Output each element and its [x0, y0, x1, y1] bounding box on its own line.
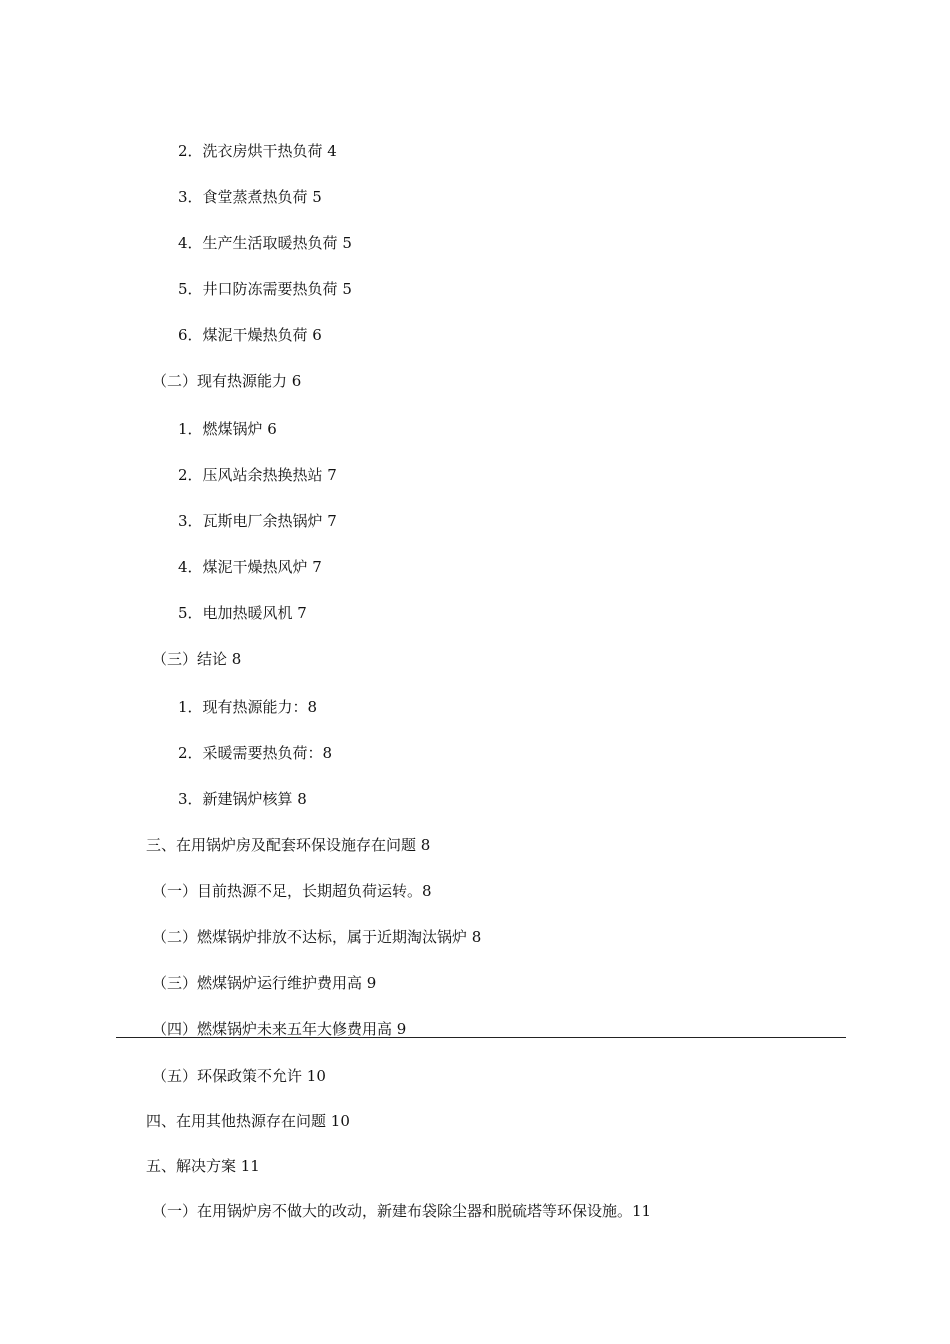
page-divider	[116, 1037, 846, 1038]
toc-entry-laundry-drying: 2．洗衣房烘干热负荷 4	[178, 142, 337, 160]
toc-section-env-policy: （五）环保政策不允许 10	[152, 1067, 326, 1085]
toc-section-conclusion: （三）结论 8	[152, 650, 242, 668]
toc-section-existing-heat-source: （二）现有热源能力 6	[152, 372, 302, 390]
toc-chapter-boiler-problems: 三、在用锅炉房及配套环保设施存在问题 8	[146, 836, 431, 854]
toc-entry-heating-demand: 2．采暖需要热负荷：8	[178, 744, 333, 762]
toc-entry-new-boiler-calc: 3．新建锅炉核算 8	[178, 790, 307, 808]
toc-entry-electric-heater: 5．电加热暖风机 7	[178, 604, 307, 622]
toc-entry-gas-plant-boiler: 3．瓦斯电厂余热锅炉 7	[178, 512, 337, 530]
toc-chapter-other-heat-problems: 四、在用其他热源存在问题 10	[146, 1112, 350, 1130]
toc-entry-wellhead-antifreeze: 5．井口防冻需要热负荷 5	[178, 280, 352, 298]
toc-section-insufficient-heat: （一）目前热源不足，长期超负荷运转。8	[152, 882, 432, 900]
toc-section-overhaul-cost: （四）燃煤锅炉未来五年大修费用高 9	[152, 1020, 407, 1038]
toc-entry-compressor-heat-station: 2．压风站余热换热站 7	[178, 466, 337, 484]
toc-entry-slime-drying: 6．煤泥干燥热负荷 6	[178, 326, 322, 344]
toc-section-maintenance-cost: （三）燃煤锅炉运行维护费用高 9	[152, 974, 377, 992]
toc-section-emissions: （二）燃煤锅炉排放不达标，属于近期淘汰锅炉 8	[152, 928, 482, 946]
toc-entry-canteen-steaming: 3．食堂蒸煮热负荷 5	[178, 188, 322, 206]
toc-entry-coal-boiler: 1．燃煤锅炉 6	[178, 420, 277, 438]
toc-entry-heating-load: 4．生产生活取暖热负荷 5	[178, 234, 352, 252]
toc-section-solution-one: （一）在用锅炉房不做大的改动，新建布袋除尘器和脱硫塔等环保设施。11	[152, 1202, 652, 1220]
toc-entry-existing-capacity: 1．现有热源能力：8	[178, 698, 318, 716]
toc-entry-slime-hot-air-furnace: 4．煤泥干燥热风炉 7	[178, 558, 322, 576]
toc-chapter-solutions: 五、解决方案 11	[146, 1157, 260, 1175]
